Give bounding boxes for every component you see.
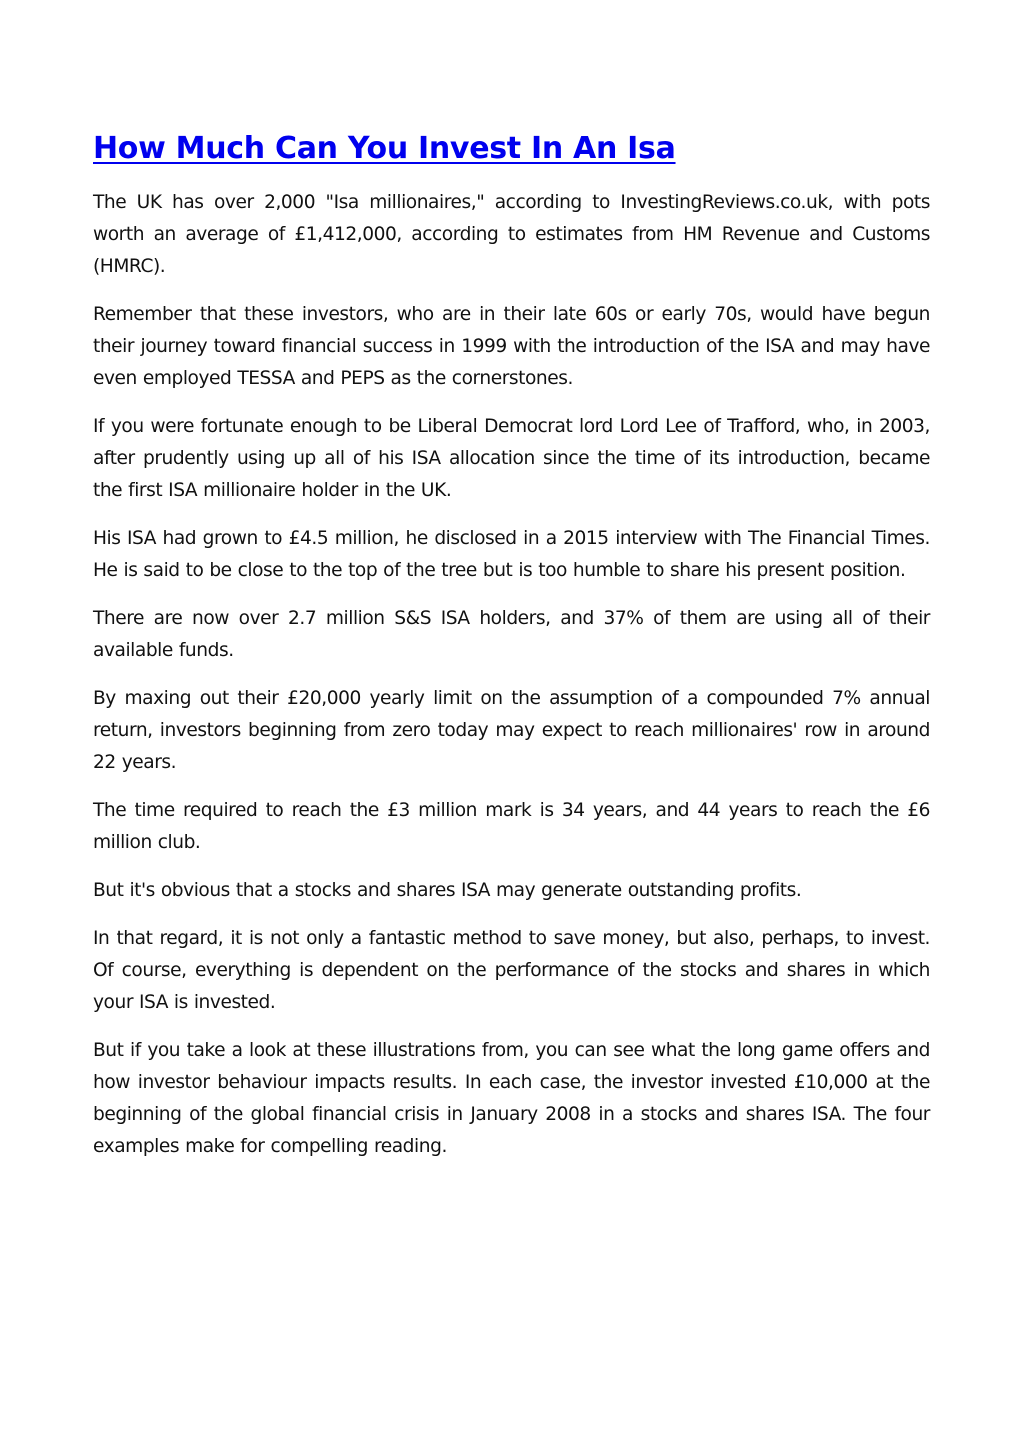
paragraph-investor-journey: Remember that these investors, who are in their late 60s or early 70s, would have begun their journey toward financial success in 1999 with the introduction of the ISA and may have even employed TESSA and PEPS as the cornerstones. bbox=[93, 304, 930, 389]
paragraph-isa-millionaires: The UK has over 2,000 "Isa millionaires," according to InvestingReviews.co.uk, with pots worth an average of £1,412,000, according to estimates from HM Revenue and Customs (HMRC). bbox=[93, 192, 930, 277]
document-page bbox=[93, 124, 930, 1179]
paragraph-time-required: The time required to reach the £3 million mark is 34 years, and 44 years to reach the £6 million club. bbox=[93, 800, 930, 853]
page-title-link[interactable]: How Much Can You Invest In An Isa bbox=[93, 131, 676, 166]
paragraph-outstanding-profits: But it's obvious that a stocks and shares ISA may generate outstanding profits. bbox=[93, 880, 802, 901]
paragraph-lord-lee: If you were fortunate enough to be Liberal Democrat lord Lord Lee of Trafford, who, in 2003, after prudently using up all of his ISA allocation since the time of its introduction, became the first ISA millionaire holder in the UK. bbox=[93, 416, 930, 501]
paragraph-save-and-invest: In that regard, it is not only a fantastic method to save money, but also, perhaps, to invest. Of course, everything is dependent on the performance of the stocks and shares in which your ISA is invested. bbox=[93, 928, 930, 1013]
paragraph-maxing-out: By maxing out their £20,000 yearly limit on the assumption of a compounded 7% annual return, investors beginning from zero today may expect to reach millionaires' row in around 22 years. bbox=[93, 688, 930, 773]
paragraph-ss-isa-holders: There are now over 2.7 million S&S ISA holders, and 37% of them are using all of their available funds. bbox=[93, 608, 930, 661]
paragraph-illustrations: But if you take a look at these illustrations from, you can see what the long game offers and how investor behaviour impacts results. In each case, the investor invested £10,000 at the beginning of the global financial crisis in January 2008 in a stocks and shares ISA. The four examples make for compelling reading. bbox=[93, 1040, 930, 1157]
paragraph-isa-growth: His ISA had grown to £4.5 million, he disclosed in a 2015 interview with The Financial Times. He is said to be close to the top of the tree but is too humble to share his present position. bbox=[93, 528, 930, 581]
